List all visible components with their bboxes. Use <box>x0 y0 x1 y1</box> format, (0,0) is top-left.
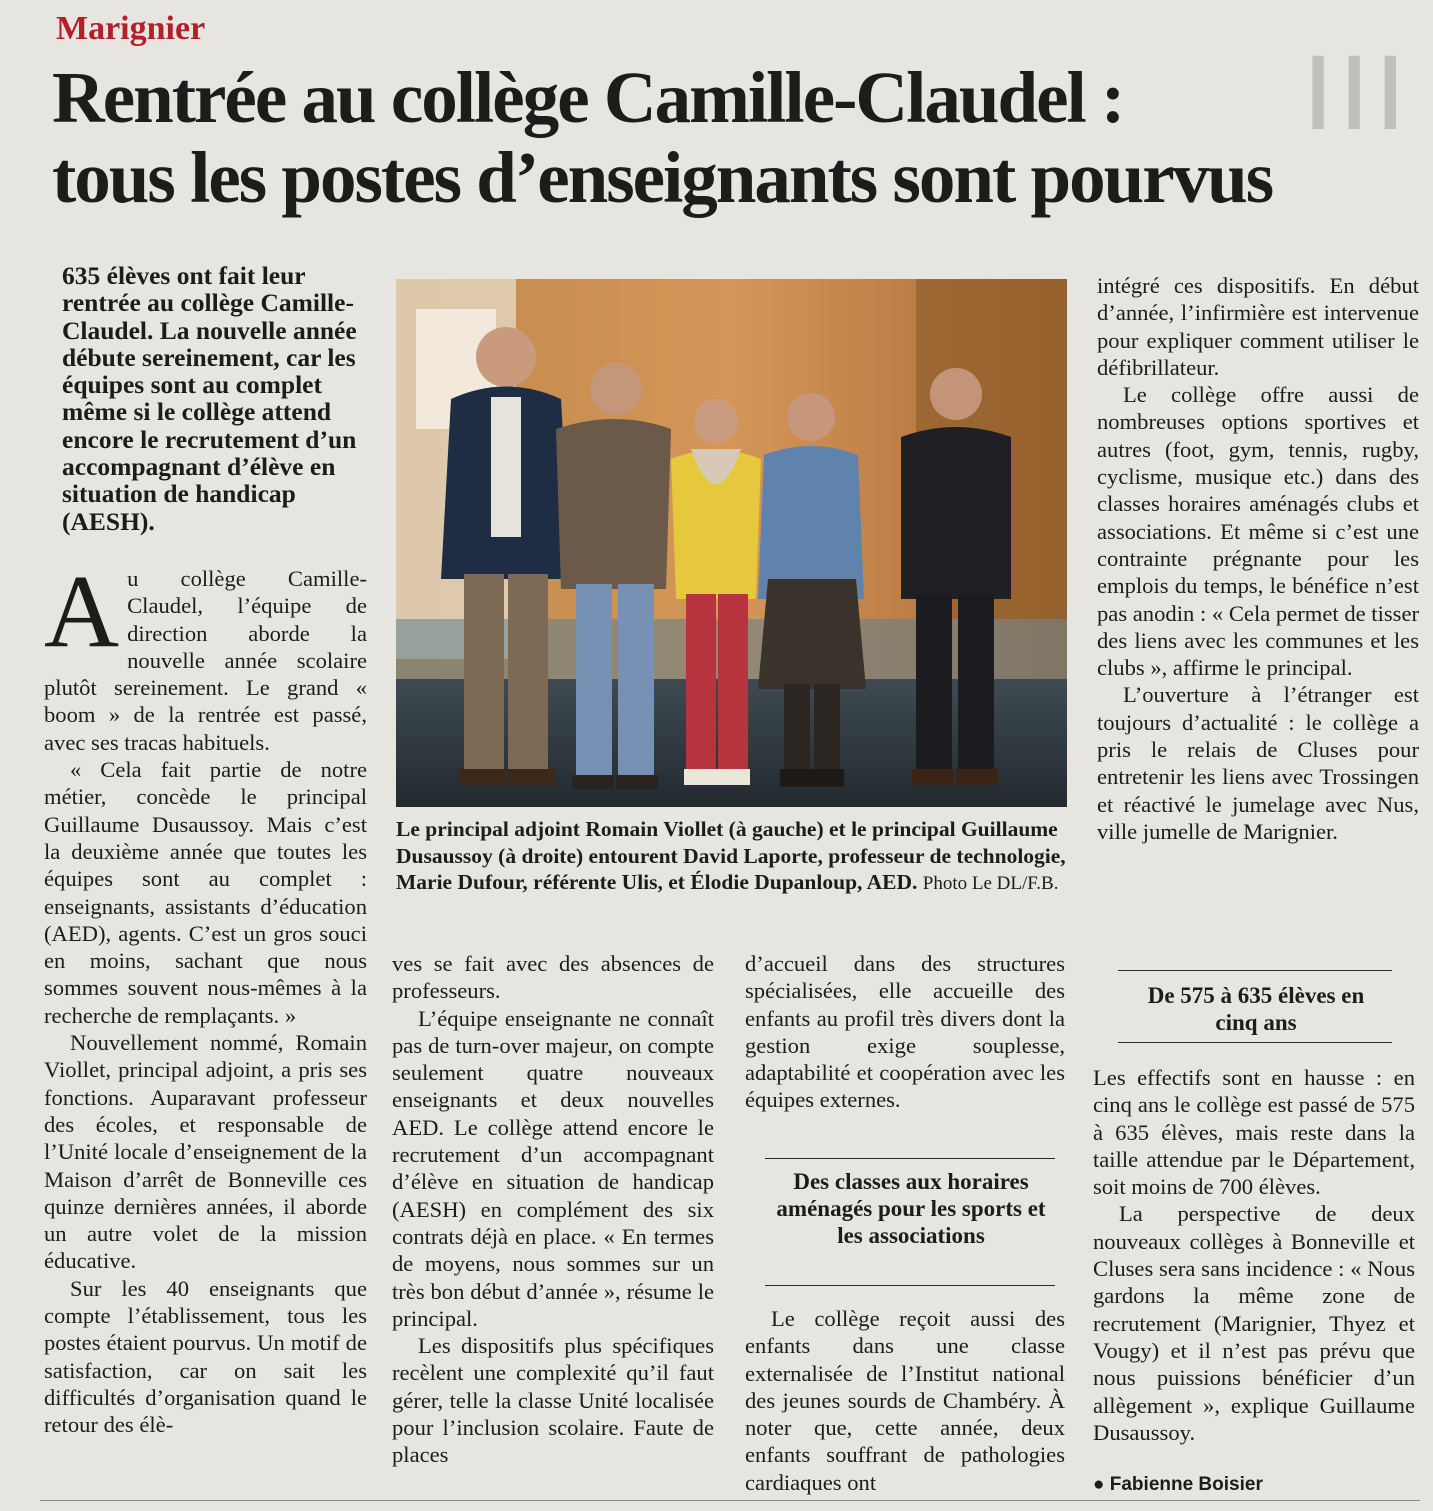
paragraph: Sur les 40 enseignants que compte l’établissement, tous les postes étaient pourvus. Un motif de satisfaction, car on sait les difficultés d’organisation quand le retour des élè- <box>44 1275 367 1438</box>
paragraph: Les dispositifs plus spécifiques recèlent une complexité qu’il faut gérer, telle la classe Unité localisée pour l’inclusion scolaire. Faute de places <box>392 1333 714 1468</box>
paragraph <box>44 554 367 756</box>
section-rule <box>765 1285 1055 1286</box>
photo-caption <box>396 816 1066 898</box>
drop-cap: A <box>44 554 120 669</box>
paragraph-text: u collège Camille-Claudel, l’équipe de direction aborde la nouvelle année scolaire plutôt sereinement. Le grand « boom » de la rentrée est passé, avec ses tracas habituels. <box>44 566 367 755</box>
column-4-continued <box>1093 1064 1415 1446</box>
subhead-effectifs: De 575 à 635 élèves en cinq ans <box>1147 983 1365 1035</box>
lead-paragraph: 635 élèves ont fait leur rentrée au collège Camille-Claudel. La nouvelle année débute sereinement, car les équipes sont au complet même si le collège attend encore le recrutement d’un accompagnant d’élève en situation de handicap (AESH). <box>62 261 357 536</box>
caption-text: Le principal adjoint Romain Viollet (à gauche) et le principal Guillaume Dusaussoy (à droite) entourent David Laporte, professeur de technologie, Marie Dufour, référente Ulis, et Élodie Dupanloup, AED. <box>396 817 1066 894</box>
bleed-through-decor: ┃┃┃ <box>1300 60 1409 126</box>
section-rule <box>765 1158 1055 1159</box>
section-rule <box>1118 970 1392 971</box>
paragraph: « Cela fait partie de notre métier, concède le principal Guillaume Dusaussoy. Mais c’est la deuxième année que toutes les équipes sont au complet : enseignants, assistants d’éducation (AED), agents. C’est un gros souci en moins, sachant que nous sommes souvent nous-mêmes à la recherche de remplaçants. » <box>44 757 367 1028</box>
paragraph: Le collège offre aussi de nombreuses options sportives et autres (foot, gym, tennis, rugby, cyclisme, musique etc.) dans des classes horaires aménagés clubs et associations. Et même si c’est une contrainte prégnante pour les emplois du temps, le bénéfice n’est pas anodin : « Cela permet de tisser des liens avec les communes et les clubs », affirme le principal. <box>1097 382 1419 681</box>
photo-illustration <box>396 279 1067 807</box>
section-rule <box>1118 1042 1392 1043</box>
headline-line-2: tous les postes d’enseignants sont pourvus <box>52 137 1273 218</box>
headline <box>52 58 1427 218</box>
paragraph: Le collège reçoit aussi des enfants dans une classe externalisée de l’Institut national des jeunes sourds de Chambéry. À noter que, cette année, deux enfants souffrant de pathologies cardiaques ont <box>745 1306 1065 1495</box>
paragraph: L’équipe enseignante ne connaît pas de turn-over majeur, on compte seulement quatre nouveaux enseignants et deux nouvelles AED. Le collège attend encore le recrutement d’un accompagnant d’élève en situation de handicap (AESH) en complément des six contrats déjà en place. « En termes de moyens, nous sommes sur un très bon début d’année », résume le principal. <box>392 1005 714 1331</box>
column-1 <box>44 554 367 1439</box>
paragraph: La perspective de deux nouveaux collèges à Bonneville et Cluses sera sans incidence : « Nous gardons la même zone de recrutement (Marignier, Thyez et Vougy) et il n’est pas prévu que nous puissions bénéficier d’un allègement », explique Guillaume Dusaussoy. <box>1093 1201 1415 1445</box>
page-bottom-rule <box>40 1500 1420 1501</box>
paragraph: L’ouverture à l’étranger est toujours d’actualité : le collège a pris le relais de Cluses pour entretenir les liens avec Trossingen et réactivé le jumelage avec Nus, ville jumelle de Marignier. <box>1097 682 1419 844</box>
headline-line-1: Rentrée au collège Camille-Claudel : <box>52 57 1124 138</box>
paragraph: ves se fait avec des absences de professeurs. <box>392 951 714 1004</box>
kicker-label: Marignier <box>56 10 206 47</box>
paragraph: intégré ces dispositifs. En début d’année, l’infirmière est intervenue pour expliquer comment utiliser le défibrillateur. <box>1097 273 1419 380</box>
paragraph: Nouvellement nommé, Romain Viollet, principal adjoint, a pris ses fonctions. Auparavant professeur des écoles, et responsable de l’Unité locale d’enseignement de la Maison d’arrêt de Bonneville ces quinze dernières années, il aborde un autre volet de la mission éducative. <box>44 1030 367 1274</box>
article-photo <box>396 279 1067 807</box>
column-3-continued <box>745 1305 1065 1496</box>
photo-credit: Photo Le DL/F.B. <box>922 873 1059 894</box>
column-3 <box>745 950 1065 1114</box>
column-4 <box>1097 272 1419 845</box>
author-signature: ● Fabienne Boisier <box>1093 1474 1263 1495</box>
paragraph: d’accueil dans des structures spécialisées, elle accueille des enfants au profil très divers dont la gestion exige souplesse, adaptabilité et coopération avec les équipes externes. <box>745 951 1065 1113</box>
paragraph: Les effectifs sont en hausse : en cinq ans le collège est passé de 575 à 635 élèves, mais reste dans la taille attendue par le Département, soit moins de 700 élèves. <box>1093 1065 1415 1200</box>
column-2 <box>392 950 714 1469</box>
subhead-classes-amenagees: Des classes aux horaires aménagés pour les sports et les associations <box>776 1169 1046 1248</box>
